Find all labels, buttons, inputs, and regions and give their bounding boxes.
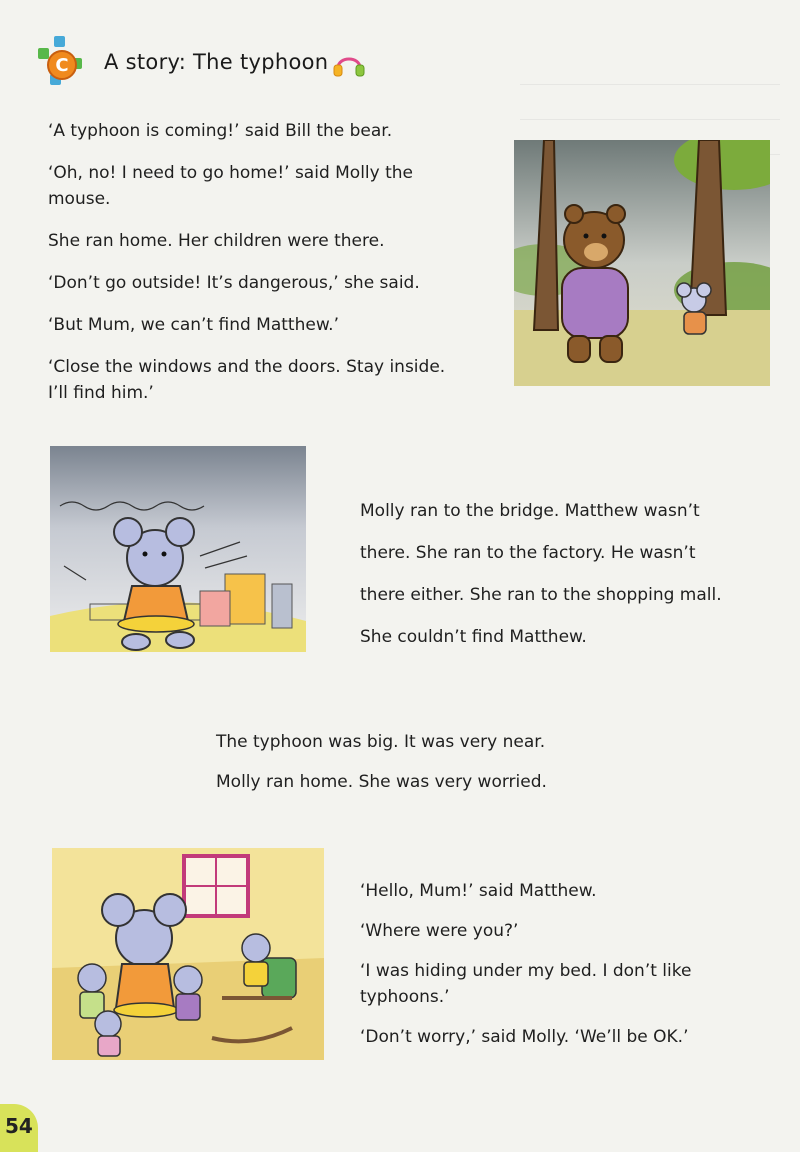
story-line: ‘Oh, no! I need to go home!’ said Molly the — [48, 163, 414, 183]
story-paragraph-4 — [360, 878, 790, 1050]
section-header — [30, 36, 390, 96]
section-badge — [38, 40, 82, 84]
story-line: She couldn’t find Matthew. — [360, 627, 587, 647]
story-paragraph-1 — [48, 118, 508, 406]
story-paragraph-3 — [216, 722, 676, 802]
section-title: A story: The typhoon — [104, 50, 329, 74]
story-line: ‘I was hiding under my bed. I don’t like — [360, 961, 692, 981]
story-line: ‘Don’t worry,’ said Molly. ‘We’ll be OK.’ — [360, 1027, 689, 1047]
story-line: there. She ran to the factory. He wasn’t — [360, 543, 696, 563]
story-paragraph-2 — [360, 490, 790, 658]
story-line: The typhoon was big. It was very near. — [216, 732, 546, 752]
story-line: Molly ran home. She was very worried. — [216, 772, 547, 792]
story-line: mouse. — [48, 189, 111, 209]
story-line: ‘Hello, Mum!’ said Matthew. — [360, 881, 597, 901]
story-line: ‘A typhoon is coming!’ said Bill the bear. — [48, 121, 393, 141]
illustration-molly-running — [50, 446, 306, 652]
story-line: I’ll find him.’ — [48, 383, 154, 403]
headphones-icon[interactable] — [332, 50, 366, 78]
story-line: ‘Where were you?’ — [360, 921, 519, 941]
story-line: ‘Close the windows and the doors. Stay inside. — [48, 357, 446, 377]
page-number-tab — [0, 1104, 38, 1152]
story-line: She ran home. Her children were there. — [48, 231, 385, 251]
section-letter: C — [47, 50, 77, 80]
story-line: Molly ran to the bridge. Matthew wasn’t — [360, 501, 700, 521]
story-line: ‘But Mum, we can’t find Matthew.’ — [48, 315, 339, 335]
illustration-bear-and-mouse — [514, 140, 770, 386]
story-line: typhoons.’ — [360, 987, 450, 1007]
story-line: there either. She ran to the shopping mall. — [360, 585, 722, 605]
story-line: ‘Don’t go outside! It’s dangerous,’ she said. — [48, 273, 420, 293]
page-number: 54 — [5, 1114, 33, 1138]
illustration-family-at-home — [52, 848, 324, 1060]
